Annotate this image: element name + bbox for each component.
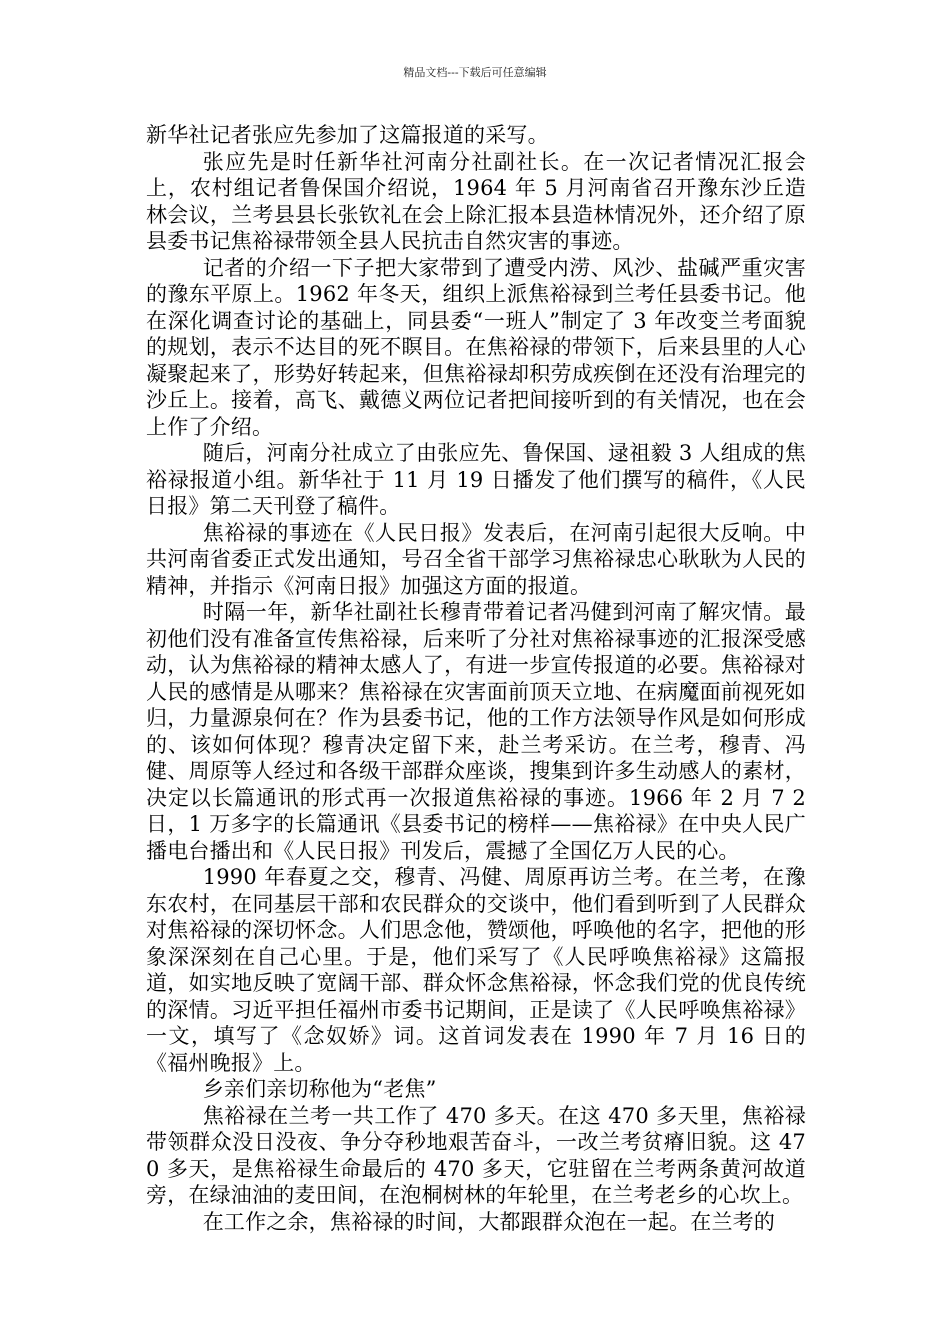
paragraph-8: 焦裕禄在兰考一共工作了 470 多天。在这 470 多天里，焦裕禄带领群众没日没夜、争分夺秒地艰苦奋斗，一改兰考贫瘠旧貌。这 470 多天，是焦裕禄生命最后的 470 多天，它驻留在兰考两条黄河故道旁，在绿油油的麦田间，在泡桐树林的年轮里，在兰考老乡的心坎上。	[146, 1103, 806, 1207]
document-body	[146, 122, 806, 1235]
paragraph-5: 焦裕禄的事迹在《人民日报》发表后，在河南引起很大反响。中共河南省委正式发出通知，号召全省干部学习焦裕禄忠心耿耿为人民的精神，并指示《河南日报》加强这方面的报道。	[146, 520, 806, 598]
paragraph-9: 在工作之余，焦裕禄的时间，大都跟群众泡在一起。在兰考的	[202, 1209, 776, 1234]
paragraph-3: 记者的介绍一下子把大家带到了遭受内涝、风沙、盐碱严重灾害的豫东平原上。1962 年冬天，组织上派焦裕禄到兰考任县委书记。他在深化调查讨论的基础上，同县委“一班人”制定了 3 年改变兰考面貌的规划，表示不达目的死不瞑目。在焦裕禄的带领下，后来县里的人心凝聚起来了，形势好转起来，但焦裕禄却积劳成疾倒在还没有治理完的沙丘上。接着，高飞、戴德义两位记者把间接听到的有关情况，也在会上作了介绍。	[146, 255, 806, 439]
paragraph-7: 1990 年春夏之交，穆青、冯健、周原再访兰考。在兰考，在豫东农村，在同基层干部和农民群众的交谈中，他们看到听到了人民群众对焦裕禄的深切怀念。人们思念他，赞颂他，呼唤他的名字，把他的形象深深刻在自己心里。于是，他们采写了《人民呼唤焦裕禄》这篇报道，如实地反映了宽阔干部、群众怀念焦裕禄，怀念我们党的优良传统的深情。习近平担任福州市委书记期间，正是读了《人民呼唤焦裕禄》一文，填写了《念奴娇》词。这首词发表在 1990 年 7 月 16 日的《福州晚报》上。	[146, 865, 806, 1075]
paragraph-4: 随后，河南分社成立了由张应先、鲁保国、逯祖毅 3 人组成的焦裕禄报道小组。新华社于 11 月 19 日播发了他们撰写的稿件，《人民日报》第二天刊登了稿件。	[146, 441, 806, 518]
page-header: 精品文档---下载后可任意编辑	[403, 66, 547, 79]
paragraph-6: 时隔一年，新华社副社长穆青带着记者冯健到河南了解灾情。最初他们没有准备宣传焦裕禄，后来听了分社对焦裕禄事迹的汇报深受感动，认为焦裕禄的精神太感人了，有进一步宣传报道的必要。焦裕禄对人民的感情是从哪来？焦裕禄在灾害面前顶天立地、在病魔面前视死如归，力量源泉何在？作为县委书记，他的工作方法领导作风是如何形成的、该如何体现？穆青决定留下来，赴兰考采访。在兰考，穆青、冯健、周原等人经过和各级干部群众座谈，搜集到许多生动感人的素材，决定以长篇通讯的形式再一次报道焦裕禄的事迹。1966 年 2 月 7 2 日，1 万多字的长篇通讯《县委书记的榜样——焦裕禄》在中央人民广播电台播出和《人民日报》刊发后，震撼了全国亿万人民的心。	[146, 600, 806, 863]
section-heading: 乡亲们亲切称他为“老焦”	[202, 1077, 437, 1101]
paragraph-2: 张应先是时任新华社河南分社副社长。在一次记者情况汇报会上，农村组记者鲁保国介绍说，1964 年 5 月河南省召开豫东沙丘造林会议，兰考县县长张钦礼在会上除汇报本县造林情况外，还介绍了原县委书记焦裕禄带领全县人民抗击自然灾害的事迹。	[146, 149, 806, 253]
paragraph-1: 新华社记者张应先参加了这篇报道的采写。	[146, 123, 549, 147]
